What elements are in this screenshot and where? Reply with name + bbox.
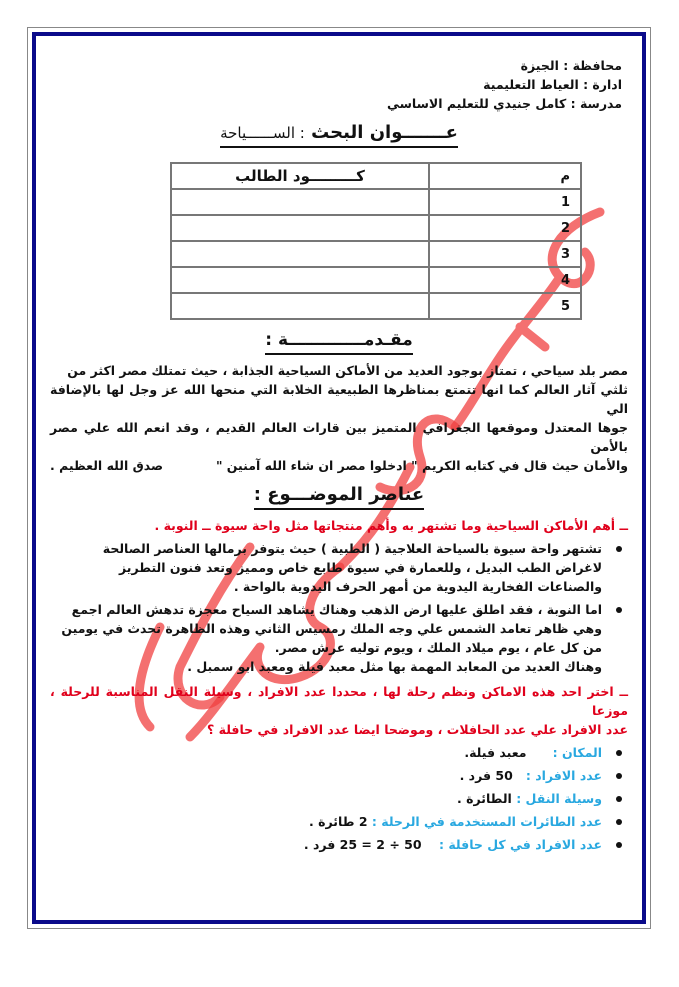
siwa-item [50, 539, 602, 596]
page-frame-outer [27, 27, 651, 929]
page-content [50, 56, 628, 854]
administration: ادارة : العياط التعليمية [483, 77, 622, 92]
nubia-line: اما النوبة ، فقد اطلق عليها ارض الذهب وهناك يشاهد السياح معجزة تدهش العالم اجمع [71, 602, 602, 617]
siwa-line: تشتهر واحة سيوة بالسياحة العلاجية ( الطبية ) حيث يتوفر برمالها العناصر الصالحة [102, 541, 602, 556]
research-title-wrap [50, 121, 628, 148]
page-frame [32, 32, 646, 924]
answer-label: المكان : [552, 745, 602, 760]
table-row [171, 189, 581, 215]
answer-value: معبد فيلة. [464, 745, 527, 760]
question-2: ــ اختر احد هذه الاماكن ونظم رحلة لها ، محددا عدد الافراد ، وسيلة النقل المناسبة للرحلة ، موزعا [50, 684, 628, 718]
answer-per-vehicle [50, 835, 602, 854]
row-number: 1 [429, 189, 581, 215]
answer-place [50, 743, 602, 762]
student-code-cell[interactable] [171, 267, 429, 293]
table-row [171, 293, 581, 319]
intro-heading: مقـدمـــــــــــــة : [265, 328, 412, 355]
answer-label: عدد الطائرات المستخدمة في الرحلة : [371, 814, 602, 829]
nubia-line: من كل عام ، يوم ميلاد الملك ، ويوم توليه عرش مصر. [274, 640, 602, 655]
siwa-line: والصناعات الفخارية اليدوية من أمهر الحرف اليدوية بالواحة . [233, 579, 602, 594]
table-row [171, 267, 581, 293]
table-header-row [171, 163, 581, 189]
row-number: 2 [429, 215, 581, 241]
research-title-value: : الســــــياحة [220, 124, 305, 142]
nubia-item [50, 600, 602, 676]
nubia-line: وهناك العديد من المعابد المهمة بها مثل معبد فيلة ومعبد ابو سمبل . [187, 659, 602, 674]
table-row [171, 215, 581, 241]
intro-heading-wrap [50, 328, 628, 355]
answer-value: الطائرة . [457, 791, 512, 806]
nubia-line: وهي ظاهر تعامد الشمس علي وجه الملك رمسيس الثاني وهذه الظاهرة تحدث في يومين [61, 621, 602, 636]
answer-value: 50 ÷ 2 = 25 فرد . [303, 837, 422, 852]
question-2-cont: عدد الافراد علي عدد الحافلات ، وموضحا ايضا عدد الافراد في حافلة ؟ [207, 722, 628, 737]
intro-closing: صدق الله العظيم . [50, 458, 164, 473]
siwa-line: لاغراض الطب البديل ، وللعمارة في سيوة طابع خاص ومميز وتعد فنون التطريز [119, 560, 602, 575]
school: مدرسة : كامل جنيدي للتعليم الاساسي [386, 96, 622, 111]
intro-line: مصر بلد سياحي ، تمتاز بوجود العديد من الأماكن السياحية الجذابة ، حيث تمتلك مصر اكثر من [67, 363, 628, 378]
row-number: 3 [429, 241, 581, 267]
column-header-code: كـــــــــود الطالب [171, 163, 429, 189]
answer-label: وسيلة النقل : [516, 791, 602, 806]
answer-label: عدد الافراد في كل حافلة : [438, 837, 602, 852]
places-list [50, 539, 628, 676]
row-number: 4 [429, 267, 581, 293]
row-number: 5 [429, 293, 581, 319]
intro-last-row [50, 456, 628, 475]
research-title-label: عـــــــوان البحث [311, 122, 458, 143]
answer-value: 50 فرد . [459, 768, 513, 783]
intro-line: ثلثي آثار العالم كما انها تتمتع بمناظرها الطبيعية الخلابة التي منحها الله عز وجل لها بالإضافة الي [50, 382, 628, 416]
student-code-cell[interactable] [171, 241, 429, 267]
elements-heading-wrap [50, 483, 628, 510]
student-code-cell[interactable] [171, 293, 429, 319]
table-row [171, 241, 581, 267]
student-code-cell[interactable] [171, 215, 429, 241]
student-code-cell[interactable] [171, 189, 429, 215]
research-title [220, 121, 458, 148]
intro-line: جوها المعتدل وموقعها الجغرافي المتميز بين قارات العالم القديم ، وقد انعم الله علي مصر بالأمن [50, 420, 628, 454]
elements-heading: عناصر الموضـــوع : [254, 483, 424, 510]
governorate: محافظة : الجيزة [520, 58, 622, 73]
student-codes-table [170, 162, 582, 320]
answers-list [50, 743, 628, 854]
column-header-number: م [429, 163, 581, 189]
answer-count [50, 766, 602, 785]
answer-planes [50, 812, 602, 831]
question-1: ــ أهم الأماكن السياحية وما تشتهر به وأهم منتجاتها مثل واحة سيوة ــ النوبة . [154, 518, 628, 533]
intro-line: والأمان حيث قال في كتابه الكريم " ادخلوا مصر ان شاء الله آمنين " [215, 458, 628, 473]
answer-transport [50, 789, 602, 808]
answer-label: عدد الافراد : [525, 768, 602, 783]
answer-value: 2 طائرة . [309, 814, 368, 829]
